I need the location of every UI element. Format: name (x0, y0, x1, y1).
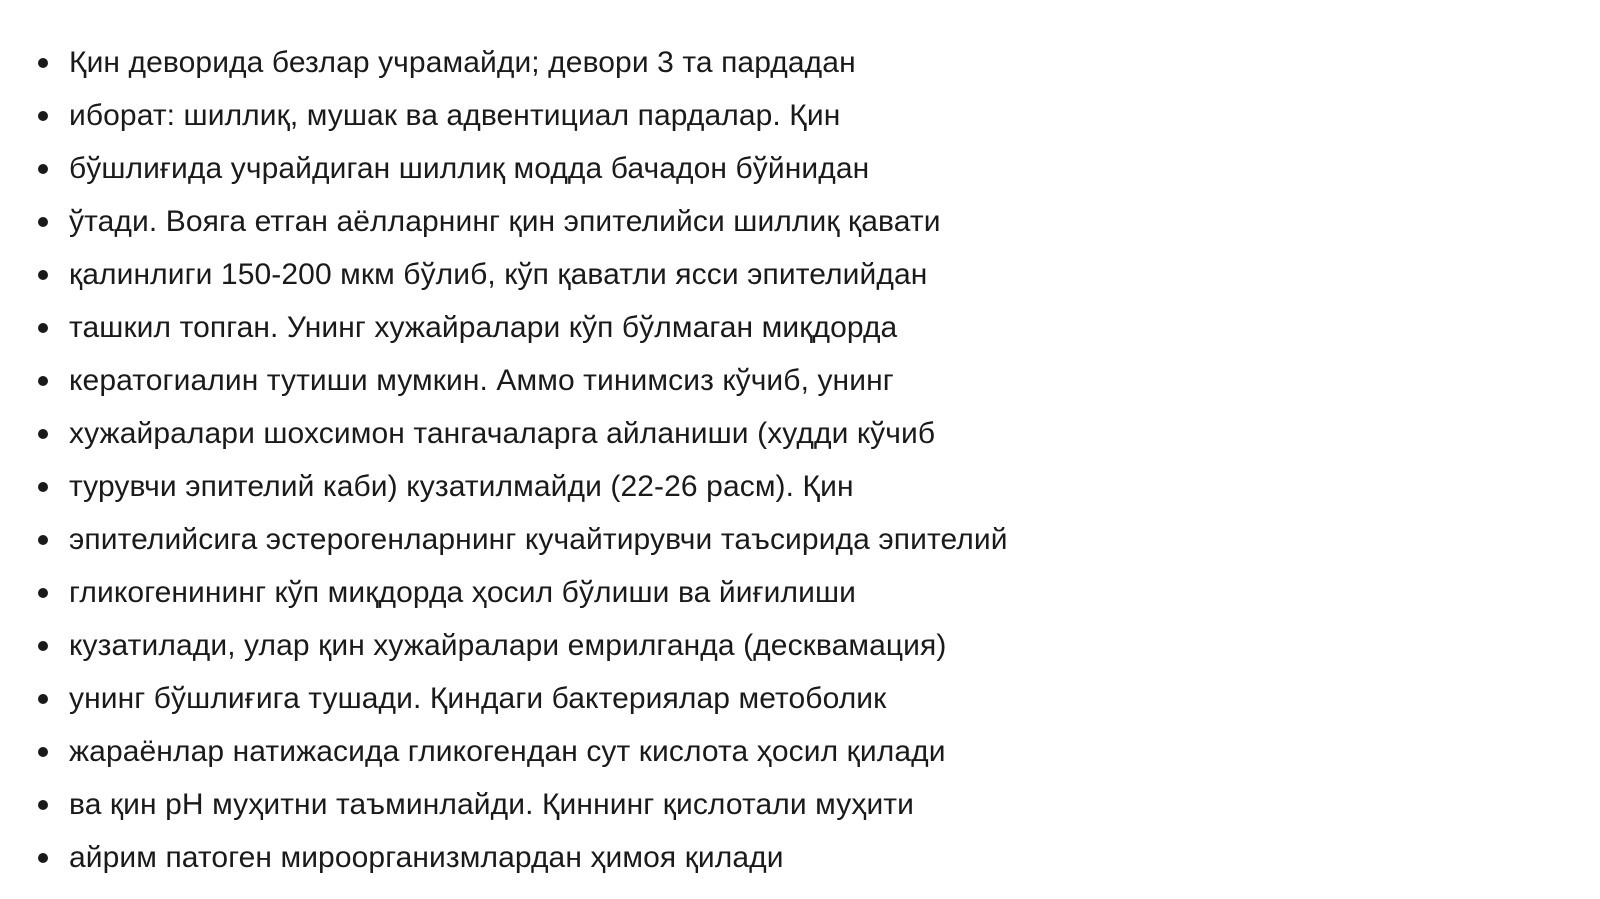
list-item-text: турувчи эпителий каби) кузатилмайди (22-26 расм). Қин (69, 469, 854, 503)
list-item (38, 831, 1008, 884)
bullet-icon (38, 164, 48, 174)
bullet-icon (38, 323, 48, 333)
list-item (38, 301, 1008, 354)
list-item-text: ташкил топган. Унинг хужайралари кўп бўлмаган миқдорда (69, 310, 898, 344)
list-item-text: жараёнлар натижасида гликогендан сут кислота ҳосил қилади (69, 734, 946, 768)
list-item-text: кузатилади, улар қин хужайралари емрилганда (десквамация) (69, 628, 947, 662)
list-item-text: ва қин pH муҳитни таъминлайди. Қиннинг қислотали муҳити (69, 787, 915, 821)
bullet-icon (38, 853, 48, 863)
list-item (38, 195, 1008, 248)
list-item (38, 778, 1008, 831)
bullet-icon (38, 641, 48, 651)
list-item (38, 142, 1008, 195)
list-item (38, 672, 1008, 725)
list-item (38, 407, 1008, 460)
bullet-list (38, 36, 1008, 884)
bullet-icon (38, 482, 48, 492)
list-item-text: унинг бўшлиғига тушади. Қиндаги бактериялар метоболик (69, 681, 887, 715)
list-item-text: айрим патоген мироорганизмлардан ҳимоя қилади (69, 840, 784, 874)
bullet-icon (38, 217, 48, 227)
bullet-icon (38, 111, 48, 121)
list-item (38, 460, 1008, 513)
list-item-text: эпителийсига эстерогенларнинг кучайтирувчи таъсирида эпителий (69, 522, 1008, 556)
bullet-icon (38, 58, 48, 68)
list-item-text: ўтади. Вояга етган аёлларнинг қин эпителийси шиллиқ қавати (69, 204, 941, 238)
bullet-icon (38, 747, 48, 757)
list-item-text: иборат: шиллиқ, мушак ва адвентициал пардалар. Қин (69, 98, 841, 132)
bullet-icon (38, 694, 48, 704)
bullet-icon (38, 800, 48, 810)
list-item (38, 248, 1008, 301)
bullet-icon (38, 588, 48, 598)
list-item-text: гликогенининг кўп миқдорда ҳосил бўлиши ва йиғилиши (69, 575, 856, 609)
list-item (38, 354, 1008, 407)
list-item-text: қалинлиги 150-200 мкм бўлиб, кўп қаватли ясси эпителийдан (69, 257, 928, 291)
bullet-icon (38, 376, 48, 386)
list-item-text: кератогиалин тутиши мумкин. Аммо тинимсиз кўчиб, унинг (69, 363, 894, 397)
list-item (38, 566, 1008, 619)
list-item (38, 619, 1008, 672)
bullet-icon (38, 535, 48, 545)
list-item (38, 725, 1008, 778)
list-item (38, 89, 1008, 142)
list-item-text: хужайралари шохсимон тангачаларга айланиши (худди кўчиб (69, 416, 936, 450)
bullet-icon (38, 270, 48, 280)
list-item-text: Қин деворида безлар учрамайди; девори 3 та пардадан (69, 45, 856, 79)
list-item (38, 513, 1008, 566)
list-item (38, 36, 1008, 89)
list-item-text: бўшлиғида учрайдиган шиллиқ модда бачадон бўйнидан (69, 151, 870, 185)
bullet-icon (38, 429, 48, 439)
